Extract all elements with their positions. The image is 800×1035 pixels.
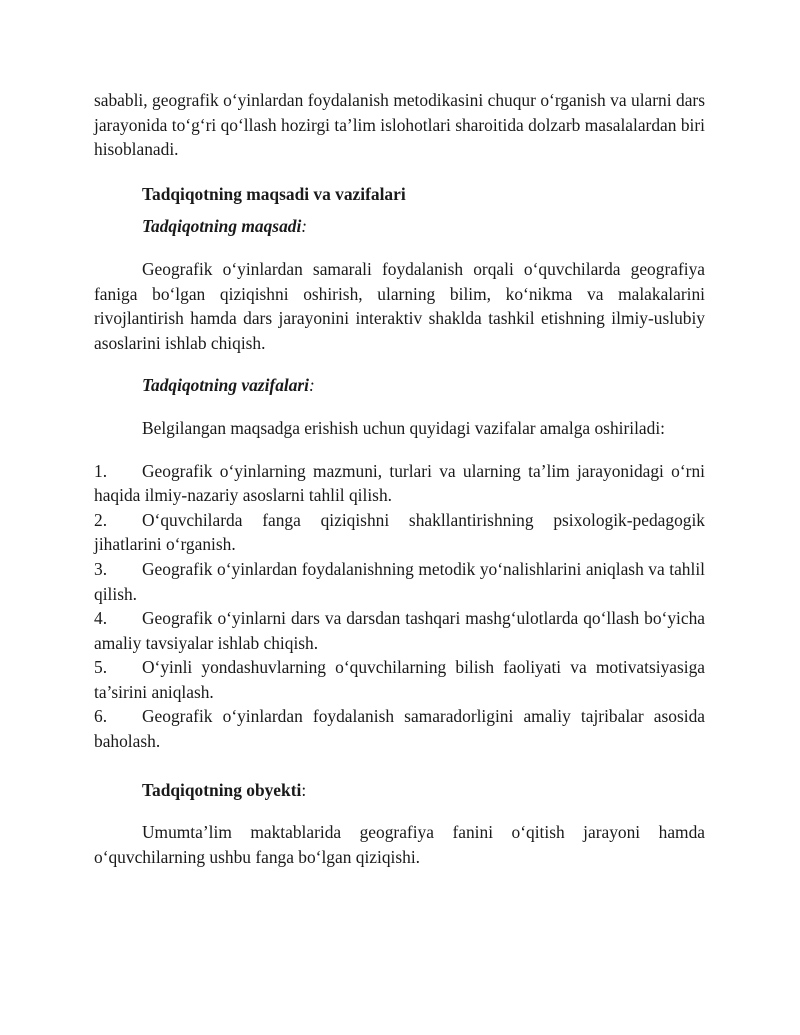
goal-heading [94, 214, 705, 239]
list-item-text: Geografik o‘yinlardan foydalanish samaradorligini amaliy tajribalar asosida baholash. [94, 706, 705, 752]
list-item-number: 5. [94, 657, 108, 678]
list-item-text: Geografik o‘yinlarning mazmuni, turlari va ularning ta’lim jarayonidagi o‘rni haqida ilmiy-nazariy asoslarni tahlil qilish. [94, 460, 705, 506]
intro-paragraph: sababli, geografik o‘yinlardan foydalanish metodikasini chuqur o‘rganish va ularni dars jarayonida to‘g‘ri qo‘llash hozirgi ta’lim islohotlari sharoitida dolzarb masalalardan biri hisoblanadi. [94, 90, 705, 160]
list-item-number: 2. [94, 509, 108, 530]
list-item [94, 704, 705, 753]
list-item-text: Geografik o‘yinlardan foydalanishning metodik yo‘nalishlarini aniqlash va tahlil qilish. [94, 558, 705, 604]
tasks-heading-colon: : [309, 375, 315, 396]
list-item-number: 3. [94, 558, 108, 579]
object-heading [94, 778, 705, 803]
tasks-lead: Belgilangan maqsadga erishish uchun quyidagi vazifalar amalga oshiriladi: [142, 417, 666, 438]
section-heading: Tadqiqotning maqsadi va vazifalari [142, 183, 406, 204]
document-page [94, 88, 705, 869]
list-item-text: O‘yinli yondashuvlarning o‘quvchilarning bilish faoliyati va motivatsiyasiga ta’sirini aniqlash. [94, 657, 705, 702]
tasks-list [94, 459, 705, 754]
list-item-text: Geografik o‘yinlarni dars va darsdan tashqari mashg‘ulotlarda qo‘llash bo‘yicha amaliy tavsiyalar ishlab chiqish. [94, 608, 705, 653]
list-item [94, 459, 705, 508]
object-heading-text: Tadqiqotning obyekti [142, 779, 302, 800]
object-heading-colon: : [301, 779, 307, 800]
list-item-text: O‘quvchilarda fanga qiziqishni shakllantirishning psixologik-pedagogik jihatlarini o‘rganish. [94, 509, 705, 555]
goal-heading-colon: : [301, 216, 308, 237]
list-item-number: 4. [94, 608, 108, 629]
list-item [94, 606, 705, 655]
tasks-heading [94, 373, 705, 398]
object-paragraph: Umumta’lim maktablarida geografiya fanini o‘qitish jarayoni hamda o‘quvchilarning ushbu fanga bo‘lgan qiziqishi. [94, 822, 705, 867]
list-item-number: 6. [94, 706, 108, 727]
list-item [94, 557, 705, 606]
tasks-heading-text: Tadqiqotning vazifalari [142, 375, 310, 396]
list-item [94, 508, 705, 557]
list-item-number: 1. [94, 460, 108, 481]
list-item [94, 655, 705, 704]
goal-heading-text: Tadqiqotning maqsadi [142, 216, 302, 237]
goal-paragraph: Geografik o‘yinlardan samarali foydalanish orqali o‘quvchilarda geografiya faniga bo‘lgan qiziqishni oshirish, ularning bilim, ko‘nikma va malakalarini rivojlantirish hamda dars jarayonini interaktiv shaklda tashkil etishning ilmiy-uslubiy asoslarini ishlab chiqish. [94, 258, 705, 353]
